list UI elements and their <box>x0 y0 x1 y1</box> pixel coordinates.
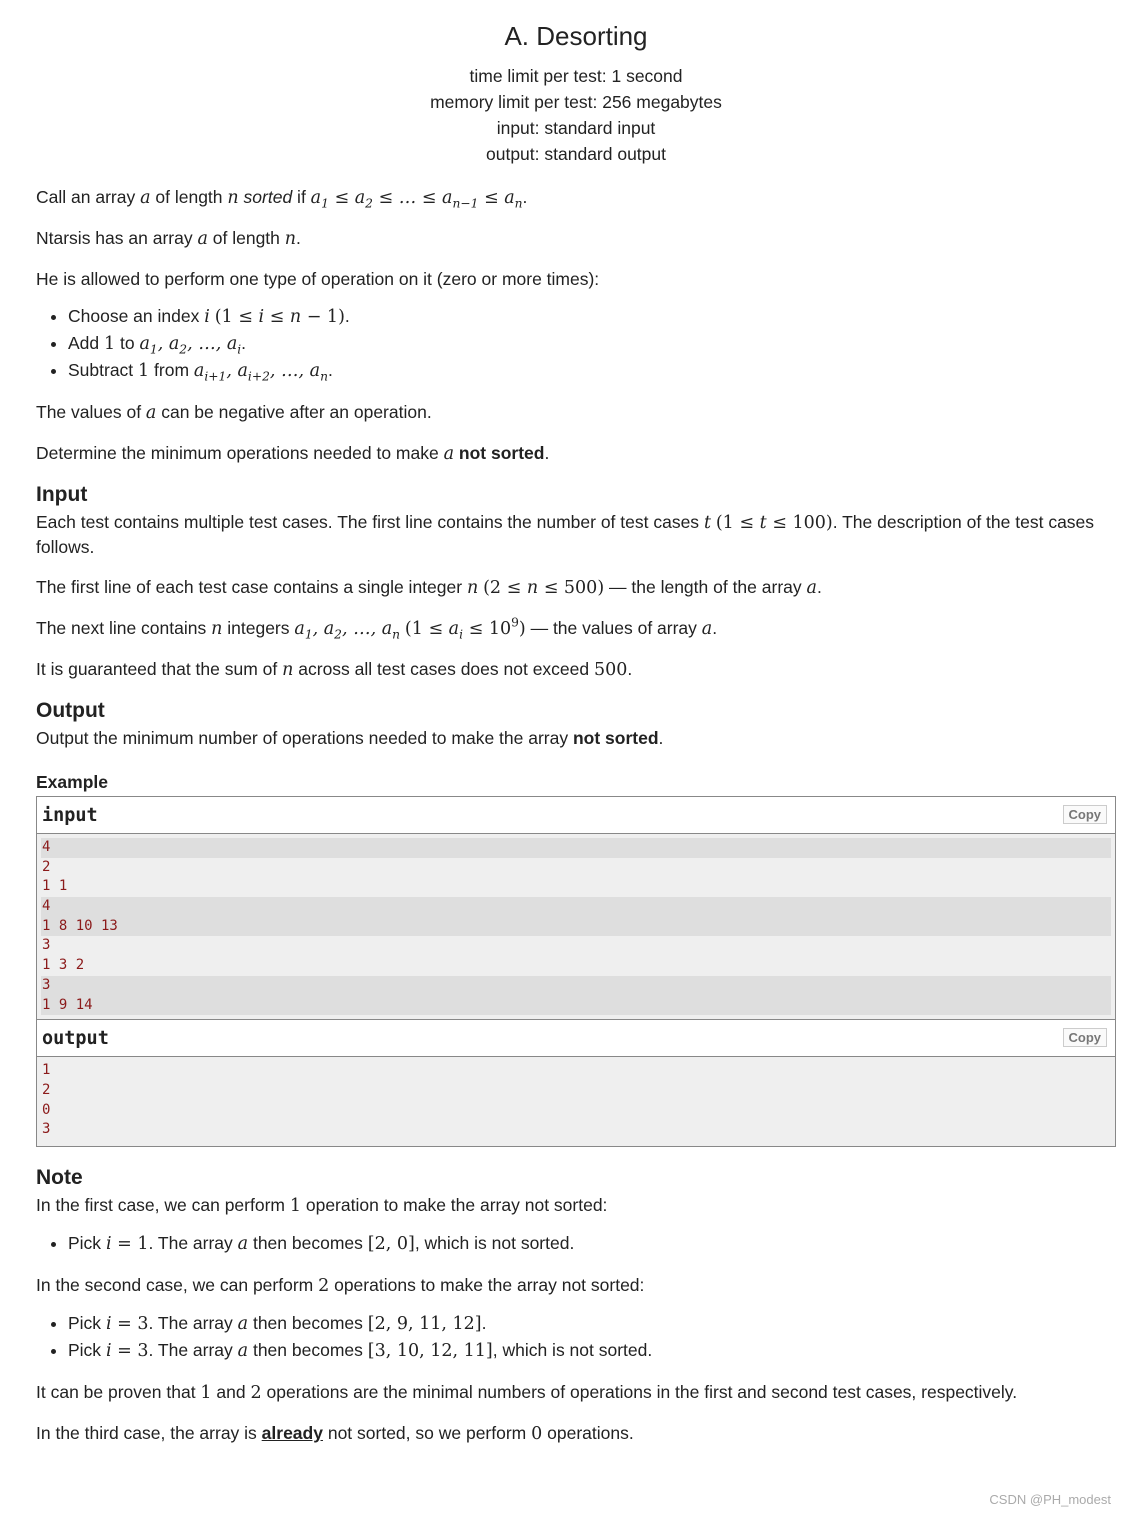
statement-p5: Determine the minimum operations needed to make a not sorted. <box>36 443 550 464</box>
statement-p3: He is allowed to perform one type of operation on it (zero or more times): <box>36 269 600 289</box>
statement-p4: The values of a can be negative after an operation. <box>36 402 432 423</box>
output-box-header <box>37 1020 1115 1057</box>
note-list-1 <box>36 1230 1116 1257</box>
copy-output-button[interactable]: Copy <box>1063 1028 1108 1047</box>
output-line: 3 <box>42 1121 51 1138</box>
copy-input-button[interactable]: Copy <box>1063 805 1108 824</box>
output-file: output: standard output <box>486 144 666 164</box>
output-line: 0 <box>42 1101 51 1118</box>
input-line: 4 <box>41 838 1111 858</box>
input-line: 2 <box>42 858 51 875</box>
problem-title: A. Desorting <box>504 21 648 51</box>
input-sample <box>37 834 1115 1020</box>
time-limit: time limit per test: 1 second <box>469 66 683 86</box>
input-line: 4 <box>41 897 1111 917</box>
problem-header <box>36 0 1116 167</box>
watermark-credit: CSDN @PH_modest <box>989 1492 1111 1507</box>
already-emphasis: already <box>261 1422 323 1443</box>
note-p1: In the first case, we can perform 1 operation to make the array not sorted: <box>36 1194 608 1216</box>
list-item: • Subtract 1 from $a_{i+1}$, $a_{i+2}$, …, $a_n$. <box>68 357 1116 384</box>
input-p4: It is guaranteed that the sum of n across all test cases does not exceed 500. <box>36 659 633 680</box>
list-item: • Pick i = 3. The array a then becomes [3, 10, 12, 11], which is not sorted. <box>68 1337 1116 1364</box>
input-line: 1 8 10 13 <box>41 917 1111 937</box>
memory-limit: memory limit per test: 256 megabytes <box>430 92 722 112</box>
output-line: 2 <box>42 1081 51 1098</box>
list-item: • Add 1 to $a_1$, $a_2$, …, $a_i$. <box>68 330 1116 357</box>
note-list-2 <box>36 1310 1116 1364</box>
list-item: • Pick i = 3. The array a then becomes [2, 9, 11, 12]. <box>68 1310 1116 1337</box>
statement-p2: Ntarsis has an array a of length n. <box>36 228 301 249</box>
input-p3: The next line contains n integers $a_1$, $a_2$, …, $a_n$ $(1 \le a_i \le 10^9)$ — the values of array a. <box>36 615 718 642</box>
input-file: input: standard input <box>496 118 656 138</box>
input-line: 1 3 2 <box>42 957 85 974</box>
input-p1: Each test contains multiple test cases. The first line contains the number of test cases t (1 ≤ t ≤ 100). The description of the test cases follows. <box>36 512 1095 557</box>
output-p1: Output the minimum number of operations needed to make the array not sorted. <box>36 728 664 748</box>
input-line: 1 1 <box>42 878 68 895</box>
input-line: 3 <box>41 976 1111 996</box>
note-p3: It can be proven that 1 and 2 operations are the minimal numbers of operations in the first and second test cases, respectively. <box>36 1381 1018 1403</box>
output-sample <box>37 1057 1115 1146</box>
input-line: 3 <box>42 937 51 954</box>
example-label: Example <box>36 772 108 792</box>
input-box-header <box>37 797 1115 834</box>
note-p2: In the second case, we can perform 2 operations to make the array not sorted: <box>36 1274 645 1296</box>
input-box-title: input <box>42 805 98 826</box>
output-line: 1 <box>42 1062 51 1079</box>
example-box <box>36 796 1116 1147</box>
input-section-title: Input <box>36 483 88 506</box>
operation-list <box>36 303 1116 384</box>
input-line: 1 9 14 <box>41 996 1111 1016</box>
output-section-title: Output <box>36 699 105 722</box>
statement-p1: Call an array a of length n sorted if $a_1 \le a_2$ ≤ … ≤ $a_{n-1} \le a_n$. <box>36 187 528 211</box>
input-p2: The first line of each test case contains a single integer n (2 ≤ n ≤ 500) — the length of the array a. <box>36 577 822 598</box>
problem-content <box>36 0 1116 1446</box>
list-item: • Choose an index i (1 ≤ i ≤ n − 1). <box>68 303 1116 330</box>
output-box-title: output <box>42 1028 109 1050</box>
note-p4: In the third case, the array is already not sorted, so we perform 0 operations. <box>36 1422 634 1444</box>
list-item: • Pick i = 1. The array a then becomes [2, 0], which is not sorted. <box>68 1230 1116 1257</box>
note-section-title: Note <box>36 1165 83 1189</box>
